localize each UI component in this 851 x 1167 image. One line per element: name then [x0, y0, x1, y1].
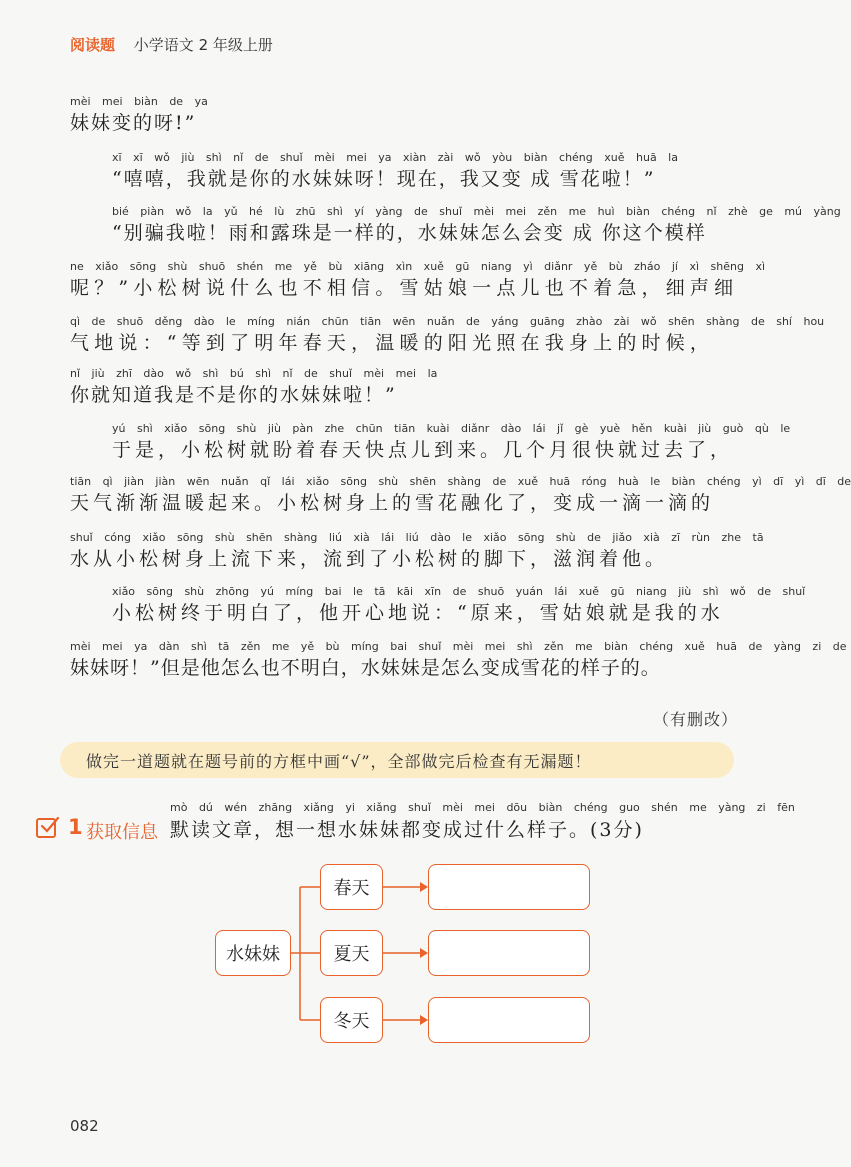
passage-line — [70, 474, 851, 516]
instruction-banner — [60, 742, 734, 778]
page-number: 082 — [70, 1117, 99, 1135]
arrowhead-icon — [420, 882, 428, 892]
pinyin-line: qì de shuō děng dào le míng nián chūn tiān wēn nuǎn de yáng guāng zhào zài wǒ shēn shàng de shí hou — [70, 315, 825, 328]
pinyin-line: shuǐ cóng xiǎo sōng shù shēn shàng liú xià lái liú dào le xiǎo sōng shù de jiǎo xià zī rùn zhe tā — [70, 531, 764, 544]
season-box-winter: 冬天 — [320, 997, 383, 1043]
question-skill-tag: 获取信息 — [86, 822, 158, 843]
answer-box-winter[interactable] — [428, 997, 590, 1043]
arrowhead-icon — [420, 1015, 428, 1025]
hanzi-line: 水从小松树身上流下来，流到了小松树的脚下，滋润着他。 — [70, 548, 669, 570]
arrowhead-icon — [420, 948, 428, 958]
book-title: 小学语文 2 年级上册 — [133, 36, 273, 54]
passage-line — [70, 150, 740, 192]
question-pinyin: mò dú wén zhāng xiǎng yi xiǎng shuǐ mèi mei dōu biàn chéng guo shén me yàng zi fēn — [170, 801, 795, 814]
answer-box-spring[interactable] — [428, 864, 590, 910]
pinyin-line: ne xiǎo sōng shù shuō shén me yě bù xiāng xìn xuě gū niang yì diǎnr yě bù zháo jí xì shēng xì — [70, 260, 766, 273]
question-text: 默读文章，想一想水妹妹都变成过什么样子。(3分) — [170, 819, 644, 841]
pinyin-line: tiān qì jiàn jiàn wēn nuǎn qǐ lái xiǎo sōng shù shēn shàng de xuě huā róng huà le biàn chéng yì dī yì dī de — [70, 475, 851, 488]
passage-line — [70, 314, 825, 356]
season-box-spring: 春天 — [320, 864, 383, 910]
season-box-summer: 夏天 — [320, 930, 383, 976]
section-tag: 阅读题 — [70, 36, 116, 54]
question-row — [36, 815, 756, 845]
hanzi-line: 小松树终于明白了，他开心地说：“原来，雪姑娘就是我的水 — [112, 602, 724, 624]
question-number: 1 — [68, 815, 83, 839]
hanzi-line: “别骗我啦！雨和露珠是一样的，水妹妹怎么会变 成 你这个模样 — [112, 222, 707, 244]
hanzi-line: “嘻嘻，我就是你的水妹妹呀！现在，我又变 成 雪花啦！” — [112, 168, 656, 190]
hanzi-line: 气地说：“等到了明年春天，温暖的阳光照在我身上的时候， — [70, 332, 715, 354]
pinyin-line: mèi mei ya dàn shì tā zěn me yě bù míng bai shuǐ mèi mei shì zěn me biàn chéng xuě huā de yàng zi de — [70, 640, 847, 653]
answer-box-summer[interactable] — [428, 930, 590, 976]
edit-note: （有删改） — [652, 710, 738, 729]
pinyin-line: yú shì xiǎo sōng shù jiù pàn zhe chūn tiān kuài diǎnr dào lái jǐ gè yuè hěn kuài jiù guò qù le — [112, 422, 791, 435]
hanzi-line: 妹妹变的呀!” — [70, 112, 197, 134]
hanzi-line: 妹妹呀！”但是他怎么也不明白，水妹妹是怎么变成雪花的样子的。 — [70, 657, 661, 679]
instruction-text: 做完一道题就在题号前的方框中画“√”，全部做完后检查有无漏题！ — [86, 752, 592, 771]
hanzi-line: 天气渐渐温暖起来。小松树身上的雪花融化了，变成一滴一滴的 — [70, 492, 715, 514]
root-box: 水妹妹 — [215, 930, 291, 976]
pinyin-line: xī xī wǒ jiù shì nǐ de shuǐ mèi mei ya xiàn zài wǒ yòu biàn chéng xuě huā la — [112, 151, 678, 164]
pinyin-line: mèi mei biàn de ya — [70, 95, 208, 108]
passage-line — [70, 259, 766, 301]
hanzi-line: 于是，小松树就盼着春天快点儿到来。几个月很快就过去了， — [112, 439, 734, 461]
passage-line — [70, 584, 806, 626]
passage-line — [70, 639, 847, 681]
passage-line — [70, 94, 740, 136]
page-header — [70, 34, 273, 55]
passage-line — [70, 204, 841, 246]
checkmark-icon — [39, 814, 61, 836]
pinyin-line: xiǎo sōng shù zhōng yú míng bai le tā kāi xīn de shuō yuán lái xuě gū niang jiù shì wǒ de shuǐ — [112, 585, 806, 598]
question-checkbox[interactable] — [36, 818, 56, 838]
passage-line — [70, 421, 791, 463]
pinyin-line: nǐ jiù zhī dào wǒ shì bú shì nǐ de shuǐ mèi mei la — [70, 367, 438, 380]
hanzi-line: 呢？”小松树说什么也不相信。雪姑娘一点儿也不着急，细声细 — [70, 277, 739, 299]
passage-line — [70, 366, 740, 408]
hanzi-line: 你就知道我是不是你的水妹妹啦！” — [70, 384, 397, 406]
pinyin-line: bié piàn wǒ la yǔ hé lù zhū shì yí yàng de shuǐ mèi mei zěn me huì biàn chéng nǐ zhè ge mú yàng — [112, 205, 841, 218]
passage-line — [70, 530, 764, 572]
